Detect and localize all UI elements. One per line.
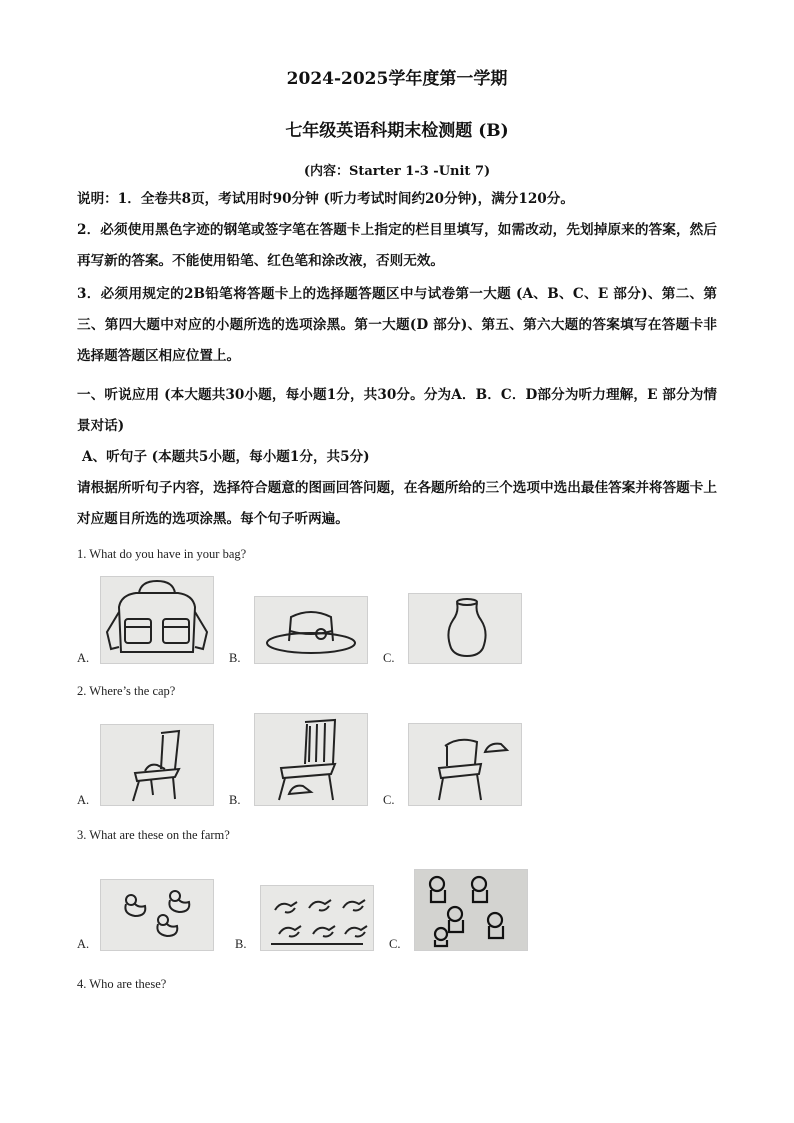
option-label: B. bbox=[235, 937, 247, 951]
section-heading: 一、听说应用 (本大题共30小题，每小题1分，共30分。分为A．B．C．D部分为听力理解，E 部分为情景对话) bbox=[77, 387, 717, 434]
chair-cap-on-seat-icon[interactable] bbox=[100, 724, 214, 806]
exam-title-line2: 七年级英语科期末检测题 (B) bbox=[285, 121, 509, 141]
option-label: A. bbox=[77, 793, 90, 807]
question-3: 3. What are these on the farm? bbox=[77, 828, 230, 842]
dogs-icon[interactable] bbox=[414, 869, 528, 951]
question-2: 2. Where’s the cap? bbox=[77, 684, 176, 698]
option-label: C. bbox=[383, 793, 395, 807]
rabbits-icon[interactable] bbox=[260, 885, 374, 951]
hat-icon[interactable] bbox=[254, 596, 368, 664]
backpack-icon[interactable] bbox=[100, 576, 214, 664]
question-1: 1. What do you have in your bag? bbox=[77, 547, 247, 561]
instruction-2: 2．必须使用黑色字迹的钢笔或签字笔在答题卡上指定的栏目里填写，如需改动，先划掉原来的答案，然后再写新的答案。不能使用铅笔、红色笔和涂改液，否则无效。 bbox=[77, 222, 717, 269]
content-scope: (内容：Starter 1-3 -Unit 7) bbox=[303, 164, 491, 179]
instruction-1: 说明：1．全卷共8页，考试用时90分钟 (听力考试时间约20分钟)，满分120分。 bbox=[77, 191, 574, 207]
part-a-instructions: 请根据所听句子内容，选择符合题意的图画回答问题，在各题所给的三个选项中选出最佳答案并将答题卡上对应题目所选的选项涂黑。每个句子听两遍。 bbox=[77, 480, 717, 527]
exam-title-line1: 2024-2025学年度第一学期 bbox=[286, 69, 508, 89]
part-a-heading: A、听句子 (本题共5小题，每小题1分，共5分) bbox=[82, 449, 370, 465]
option-label: A. bbox=[77, 937, 90, 951]
instruction-3: 3．必须用规定的2B铅笔将答题卡上的选择题答题区中与试卷第一大题 (A、B、C、E 部分)、第二、第三、第四大题中对应的小题所选的选项涂黑。第一大题(D 部分)、第五、第六大题的答案填写在答题卡非选择题答题区相应位置上。 bbox=[77, 286, 717, 364]
question-4: 4. Who are these? bbox=[77, 977, 167, 991]
option-label: A. bbox=[77, 651, 90, 665]
chair-cap-under-icon[interactable] bbox=[254, 713, 368, 806]
option-label: B. bbox=[229, 793, 241, 807]
option-label: C. bbox=[383, 651, 395, 665]
option-label: C. bbox=[389, 937, 401, 951]
chair-cap-beside-icon[interactable] bbox=[408, 723, 522, 806]
vase-icon[interactable] bbox=[408, 593, 522, 664]
option-label: B. bbox=[229, 651, 241, 665]
ducks-icon[interactable] bbox=[100, 879, 214, 951]
